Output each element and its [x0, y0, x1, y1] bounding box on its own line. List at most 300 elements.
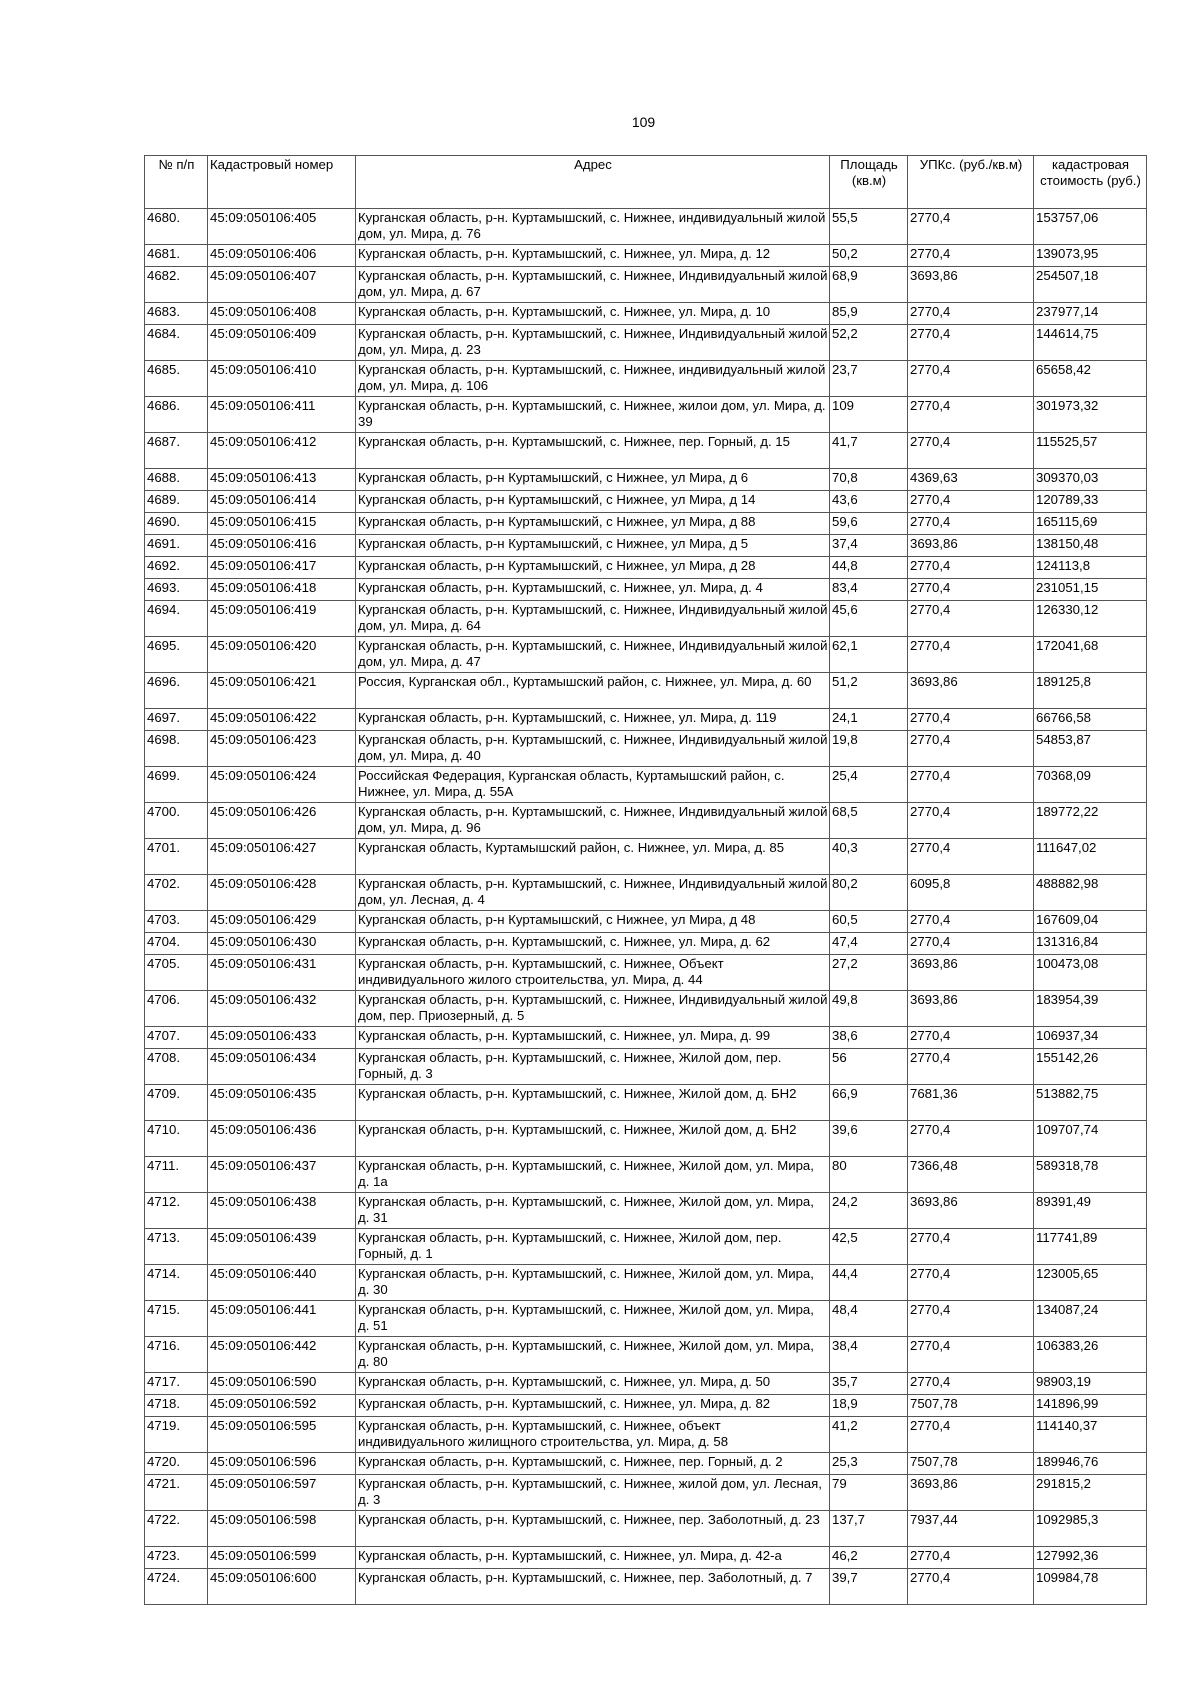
cell-area: 38,4: [830, 1337, 908, 1373]
cell-cadastral-number: 45:09:050106:429: [208, 911, 356, 933]
table-row: [145, 1193, 1147, 1229]
cell-area: 42,5: [830, 1229, 908, 1265]
cell-area: 49,8: [830, 991, 908, 1027]
cell-number: 4684.: [145, 325, 208, 361]
cell-number: 4696.: [145, 673, 208, 709]
cell-cadastral-number: 45:09:050106:411: [208, 397, 356, 433]
cell-number: 4686.: [145, 397, 208, 433]
cell-area: 35,7: [830, 1373, 908, 1395]
cell-address: Курганская область, р-н Куртамышский, с Нижнее, ул Мира, д 5: [356, 535, 830, 557]
table-row: [145, 637, 1147, 673]
cell-cadastral-number: 45:09:050106:592: [208, 1395, 356, 1417]
table-row: [145, 1027, 1147, 1049]
cell-cadastral-number: 45:09:050106:439: [208, 1229, 356, 1265]
cell-upks: 6095,8: [908, 875, 1034, 911]
cell-number: 4680.: [145, 209, 208, 245]
cell-upks: 7507,78: [908, 1395, 1034, 1417]
cell-area: 40,3: [830, 839, 908, 875]
cell-value: 111647,02: [1034, 839, 1147, 875]
cell-cadastral-number: 45:09:050106:421: [208, 673, 356, 709]
cell-value: 488882,98: [1034, 875, 1147, 911]
cell-cadastral-number: 45:09:050106:440: [208, 1265, 356, 1301]
cell-upks: 7937,44: [908, 1511, 1034, 1547]
cadastral-table: [144, 155, 1147, 1605]
header-address: Адрес: [356, 156, 830, 209]
cell-number: 4690.: [145, 513, 208, 535]
cell-area: 44,8: [830, 557, 908, 579]
table-row: [145, 709, 1147, 731]
cell-value: 66766,58: [1034, 709, 1147, 731]
cell-area: 55,5: [830, 209, 908, 245]
cell-address: Курганская область, р-н. Куртамышский, с. Нижнее, Жилой дом, ул. Мира, д. 1а: [356, 1157, 830, 1193]
cell-area: 41,7: [830, 433, 908, 469]
cell-number: 4708.: [145, 1049, 208, 1085]
cell-cadastral-number: 45:09:050106:599: [208, 1547, 356, 1569]
cell-upks: 2770,4: [908, 245, 1034, 267]
cell-value: 1092985,3: [1034, 1511, 1147, 1547]
cell-area: 79: [830, 1475, 908, 1511]
cell-upks: 2770,4: [908, 1373, 1034, 1395]
cell-value: 100473,08: [1034, 955, 1147, 991]
cell-value: 89391,49: [1034, 1193, 1147, 1229]
table-row: [145, 491, 1147, 513]
table-row: [145, 955, 1147, 991]
cell-value: 124113,8: [1034, 557, 1147, 579]
cell-number: 4723.: [145, 1547, 208, 1569]
cell-value: 155142,26: [1034, 1049, 1147, 1085]
cell-value: 54853,87: [1034, 731, 1147, 767]
cell-address: Курганская область, р-н. Куртамышский, с. Нижнее, объект индивидуального жилищного строительства, ул. Мира, д. 58: [356, 1417, 830, 1453]
cell-number: 4718.: [145, 1395, 208, 1417]
cell-cadastral-number: 45:09:050106:422: [208, 709, 356, 731]
cell-value: 139073,95: [1034, 245, 1147, 267]
header-upks: УПКс. (руб./кв.м): [908, 156, 1034, 209]
cell-address: Курганская область, р-н Куртамышский, с Нижнее, ул Мира, д 28: [356, 557, 830, 579]
cell-number: 4722.: [145, 1511, 208, 1547]
table-header-row: [145, 156, 1147, 209]
cell-area: 25,4: [830, 767, 908, 803]
cell-cadastral-number: 45:09:050106:410: [208, 361, 356, 397]
cell-upks: 2770,4: [908, 709, 1034, 731]
cell-number: 4693.: [145, 579, 208, 601]
cell-value: 153757,06: [1034, 209, 1147, 245]
cell-upks: 4369,63: [908, 469, 1034, 491]
header-number: № п/п: [145, 156, 208, 209]
cell-area: 37,4: [830, 535, 908, 557]
table-row: [145, 767, 1147, 803]
cell-cadastral-number: 45:09:050106:438: [208, 1193, 356, 1229]
table-row: [145, 1475, 1147, 1511]
cell-cadastral-number: 45:09:050106:435: [208, 1085, 356, 1121]
cell-value: 231051,15: [1034, 579, 1147, 601]
cell-cadastral-number: 45:09:050106:436: [208, 1121, 356, 1157]
cell-cadastral-number: 45:09:050106:414: [208, 491, 356, 513]
cell-area: 62,1: [830, 637, 908, 673]
cell-upks: 2770,4: [908, 1265, 1034, 1301]
cell-value: 167609,04: [1034, 911, 1147, 933]
table-row: [145, 1121, 1147, 1157]
cell-number: 4692.: [145, 557, 208, 579]
cell-address: Курганская область, р-н. Куртамышский, с. Нижнее, ул. Мира, д. 82: [356, 1395, 830, 1417]
table-row: [145, 325, 1147, 361]
cell-cadastral-number: 45:09:050106:420: [208, 637, 356, 673]
cell-value: 589318,78: [1034, 1157, 1147, 1193]
cell-upks: 2770,4: [908, 1229, 1034, 1265]
cell-number: 4699.: [145, 767, 208, 803]
cell-address: Курганская область, р-н. Куртамышский, с. Нижнее, ул. Мира, д. 42-а: [356, 1547, 830, 1569]
table-row: [145, 1157, 1147, 1193]
cell-number: 4704.: [145, 933, 208, 955]
cell-area: 45,6: [830, 601, 908, 637]
cell-area: 60,5: [830, 911, 908, 933]
table-row: [145, 1417, 1147, 1453]
table-row: [145, 911, 1147, 933]
cell-area: 70,8: [830, 469, 908, 491]
cell-upks: 2770,4: [908, 1547, 1034, 1569]
cell-value: 237977,14: [1034, 303, 1147, 325]
table-row: [145, 557, 1147, 579]
cell-address: Курганская область, р-н. Куртамышский, с. Нижнее, ул. Мира, д. 4: [356, 579, 830, 601]
cell-value: 70368,09: [1034, 767, 1147, 803]
cell-number: 4719.: [145, 1417, 208, 1453]
cell-value: 109707,74: [1034, 1121, 1147, 1157]
cell-cadastral-number: 45:09:050106:597: [208, 1475, 356, 1511]
cell-upks: 7366,48: [908, 1157, 1034, 1193]
table-row: [145, 1453, 1147, 1475]
cell-area: 52,2: [830, 325, 908, 361]
cell-address: Курганская область, Куртамышский район, с. Нижнее, ул. Мира, д. 85: [356, 839, 830, 875]
cell-address: Курганская область, р-н. Куртамышский, с. Нижнее, Жилой дом, ул. Мира, д. 31: [356, 1193, 830, 1229]
cell-cadastral-number: 45:09:050106:432: [208, 991, 356, 1027]
cell-number: 4716.: [145, 1337, 208, 1373]
cell-upks: 3693,86: [908, 991, 1034, 1027]
cell-number: 4720.: [145, 1453, 208, 1475]
cell-number: 4717.: [145, 1373, 208, 1395]
cell-cadastral-number: 45:09:050106:419: [208, 601, 356, 637]
cell-address: Курганская область, р-н. Куртамышский, с. Нижнее, Жилой дом, ул. Мира, д. 80: [356, 1337, 830, 1373]
cell-cadastral-number: 45:09:050106:430: [208, 933, 356, 955]
cell-upks: 2770,4: [908, 839, 1034, 875]
cell-address: Курганская область, р-н Куртамышский, с Нижнее, ул Мира, д 6: [356, 469, 830, 491]
cell-value: 144614,75: [1034, 325, 1147, 361]
table-row: [145, 267, 1147, 303]
cell-cadastral-number: 45:09:050106:413: [208, 469, 356, 491]
cell-upks: 2770,4: [908, 1417, 1034, 1453]
cell-number: 4724.: [145, 1569, 208, 1605]
cell-upks: 2770,4: [908, 209, 1034, 245]
cell-number: 4711.: [145, 1157, 208, 1193]
cell-area: 50,2: [830, 245, 908, 267]
cell-number: 4687.: [145, 433, 208, 469]
cell-upks: 2770,4: [908, 1027, 1034, 1049]
cell-number: 4681.: [145, 245, 208, 267]
cell-area: 68,9: [830, 267, 908, 303]
cell-upks: 2770,4: [908, 911, 1034, 933]
cell-area: 66,9: [830, 1085, 908, 1121]
cell-upks: 3693,86: [908, 535, 1034, 557]
cell-cadastral-number: 45:09:050106:426: [208, 803, 356, 839]
cell-area: 23,7: [830, 361, 908, 397]
cell-number: 4705.: [145, 955, 208, 991]
table-row: [145, 513, 1147, 535]
header-area: Площадь (кв.м): [830, 156, 908, 209]
cell-upks: 2770,4: [908, 767, 1034, 803]
cell-address: Курганская область, р-н. Куртамышский, с. Нижнее, Жилой дом, ул. Мира, д. 30: [356, 1265, 830, 1301]
cell-area: 48,4: [830, 1301, 908, 1337]
cell-value: 98903,19: [1034, 1373, 1147, 1395]
table-row: [145, 1569, 1147, 1605]
cell-upks: 2770,4: [908, 579, 1034, 601]
cell-address: Курганская область, р-н. Куртамышский, с. Нижнее, Индивидуальный жилой дом, пер. Приозерный, д. 5: [356, 991, 830, 1027]
cell-cadastral-number: 45:09:050106:441: [208, 1301, 356, 1337]
cell-area: 39,6: [830, 1121, 908, 1157]
cell-number: 4695.: [145, 637, 208, 673]
table-row: [145, 361, 1147, 397]
cell-number: 4712.: [145, 1193, 208, 1229]
table-row: [145, 731, 1147, 767]
cell-cadastral-number: 45:09:050106:598: [208, 1511, 356, 1547]
cell-value: 189946,76: [1034, 1453, 1147, 1475]
cell-upks: 2770,4: [908, 303, 1034, 325]
cell-number: 4701.: [145, 839, 208, 875]
cell-upks: 7681,36: [908, 1085, 1034, 1121]
cell-number: 4685.: [145, 361, 208, 397]
cell-area: 25,3: [830, 1453, 908, 1475]
cell-number: 4683.: [145, 303, 208, 325]
cell-area: 56: [830, 1049, 908, 1085]
cell-number: 4688.: [145, 469, 208, 491]
cell-cadastral-number: 45:09:050106:408: [208, 303, 356, 325]
cell-upks: 2770,4: [908, 491, 1034, 513]
cell-address: Курганская область, р-н. Куртамышский, с. Нижнее, Жилой дом, пер. Горный, д. 1: [356, 1229, 830, 1265]
cell-address: Курганская область, р-н. Куртамышский, с. Нижнее, Индивидуальный жилой дом, ул. Мира, д. 96: [356, 803, 830, 839]
cell-address: Курганская область, р-н. Куртамышский, с. Нижнее, пер. Заболотный, д. 7: [356, 1569, 830, 1605]
cell-upks: 2770,4: [908, 513, 1034, 535]
cell-value: 120789,33: [1034, 491, 1147, 513]
table-row: [145, 673, 1147, 709]
table-row: [145, 579, 1147, 601]
cell-address: Курганская область, р-н. Куртамышский, с. Нижнее, ул. Мира, д. 12: [356, 245, 830, 267]
cell-area: 19,8: [830, 731, 908, 767]
cell-value: 138150,48: [1034, 535, 1147, 557]
cell-area: 137,7: [830, 1511, 908, 1547]
header-cadastral-number: Кадастровый номер: [208, 156, 356, 209]
cell-cadastral-number: 45:09:050106:442: [208, 1337, 356, 1373]
cell-area: 80: [830, 1157, 908, 1193]
table-row: [145, 1301, 1147, 1337]
table-row: [145, 245, 1147, 267]
cell-address: Курганская область, р-н. Куртамышский, с. Нижнее, ул. Мира, д. 99: [356, 1027, 830, 1049]
cell-address: Курганская область, р-н. Куртамышский, с. Нижнее, ул. Мира, д. 119: [356, 709, 830, 731]
cell-number: 4697.: [145, 709, 208, 731]
cell-value: 513882,75: [1034, 1085, 1147, 1121]
cell-address: Курганская область, р-н. Куртамышский, с. Нижнее, Индивидуальный жилой дом, ул. Мира, д. 40: [356, 731, 830, 767]
page-number: 109: [631, 114, 656, 130]
cell-area: 46,2: [830, 1547, 908, 1569]
cell-address: Курганская область, р-н. Куртамышский, с. Нижнее, ул. Мира, д. 50: [356, 1373, 830, 1395]
cell-address: Курганская область, р-н. Куртамышский, с. Нижнее, Жилой дом, д. БН2: [356, 1121, 830, 1157]
cell-address: Курганская область, р-н. Куртамышский, с. Нижнее, индивидуальный жилой дом, ул. Мира, д. 106: [356, 361, 830, 397]
cell-address: Курганская область, р-н. Куртамышский, с. Нижнее, Индивидуальный жилой дом, ул. Лесная, д. 4: [356, 875, 830, 911]
cell-address: Курганская область, р-н. Куртамышский, с. Нижнее, Индивидуальный жилой дом, ул. Мира, д. 23: [356, 325, 830, 361]
cell-number: 4682.: [145, 267, 208, 303]
cell-number: 4721.: [145, 1475, 208, 1511]
cell-number: 4707.: [145, 1027, 208, 1049]
cell-value: 117741,89: [1034, 1229, 1147, 1265]
cell-upks: 3693,86: [908, 1193, 1034, 1229]
table-row: [145, 991, 1147, 1027]
cell-value: 172041,68: [1034, 637, 1147, 673]
cell-area: 59,6: [830, 513, 908, 535]
cell-address: Курганская область, р-н. Куртамышский, с. Нижнее, ул. Мира, д. 10: [356, 303, 830, 325]
table-row: [145, 433, 1147, 469]
cell-number: 4709.: [145, 1085, 208, 1121]
cell-address: Курганская область, р-н. Куртамышский, с. Нижнее, пер. Заболотный, д. 23: [356, 1511, 830, 1547]
cell-area: 80,2: [830, 875, 908, 911]
cell-cadastral-number: 45:09:050106:416: [208, 535, 356, 557]
cell-upks: 2770,4: [908, 1337, 1034, 1373]
cell-cadastral-number: 45:09:050106:437: [208, 1157, 356, 1193]
cell-number: 4714.: [145, 1265, 208, 1301]
table-row: [145, 601, 1147, 637]
cell-upks: 2770,4: [908, 433, 1034, 469]
cell-number: 4700.: [145, 803, 208, 839]
table-row: [145, 875, 1147, 911]
cell-cadastral-number: 45:09:050106:590: [208, 1373, 356, 1395]
table-row: [145, 1547, 1147, 1569]
cell-cadastral-number: 45:09:050106:407: [208, 267, 356, 303]
cell-cadastral-number: 45:09:050106:423: [208, 731, 356, 767]
cell-upks: 3693,86: [908, 1475, 1034, 1511]
cell-address: Курганская область, р-н. Куртамышский, с. Нижнее, жилои дом, ул. Мира, д. 39: [356, 397, 830, 433]
cell-cadastral-number: 45:09:050106:406: [208, 245, 356, 267]
cell-upks: 2770,4: [908, 1049, 1034, 1085]
cell-cadastral-number: 45:09:050106:600: [208, 1569, 356, 1605]
cell-upks: 2770,4: [908, 637, 1034, 673]
cell-area: 83,4: [830, 579, 908, 601]
cell-address: Курганская область, р-н. Куртамышский, с. Нижнее, Жилой дом, д. БН2: [356, 1085, 830, 1121]
table-row: [145, 1395, 1147, 1417]
cell-address: Российская Федерация, Курганская область, Куртамышский район, с. Нижнее, ул. Мира, д. 55А: [356, 767, 830, 803]
cell-number: 4698.: [145, 731, 208, 767]
cell-cadastral-number: 45:09:050106:428: [208, 875, 356, 911]
cell-area: 44,4: [830, 1265, 908, 1301]
table-row: [145, 803, 1147, 839]
cell-upks: 3693,86: [908, 673, 1034, 709]
cell-cadastral-number: 45:09:050106:418: [208, 579, 356, 601]
cell-upks: 2770,4: [908, 1121, 1034, 1157]
cell-value: 165115,69: [1034, 513, 1147, 535]
table-row: [145, 397, 1147, 433]
cell-cadastral-number: 45:09:050106:433: [208, 1027, 356, 1049]
cell-upks: 2770,4: [908, 1569, 1034, 1605]
cell-value: 109984,78: [1034, 1569, 1147, 1605]
cell-value: 291815,2: [1034, 1475, 1147, 1511]
table-row: [145, 1229, 1147, 1265]
cell-number: 4710.: [145, 1121, 208, 1157]
cell-value: 189772,22: [1034, 803, 1147, 839]
header-cadastral-value: кадастровая стоимость (руб.): [1034, 156, 1147, 209]
cell-value: 126330,12: [1034, 601, 1147, 637]
cell-address: Курганская область, р-н. Куртамышский, с. Нижнее, пер. Горный, д. 15: [356, 433, 830, 469]
table-row: [145, 839, 1147, 875]
cell-area: 38,6: [830, 1027, 908, 1049]
cell-area: 27,2: [830, 955, 908, 991]
cell-cadastral-number: 45:09:050106:424: [208, 767, 356, 803]
cell-cadastral-number: 45:09:050106:409: [208, 325, 356, 361]
cell-value: 134087,24: [1034, 1301, 1147, 1337]
cell-upks: 2770,4: [908, 731, 1034, 767]
cell-address: Курганская область, р-н. Куртамышский, с. Нижнее, ул. Мира, д. 62: [356, 933, 830, 955]
cell-upks: 2770,4: [908, 1301, 1034, 1337]
cell-upks: 2770,4: [908, 361, 1034, 397]
cell-cadastral-number: 45:09:050106:596: [208, 1453, 356, 1475]
cell-area: 41,2: [830, 1417, 908, 1453]
cell-value: 106383,26: [1034, 1337, 1147, 1373]
table-body: [145, 209, 1147, 1605]
cell-area: 85,9: [830, 303, 908, 325]
table-row: [145, 209, 1147, 245]
cell-address: Курганская область, р-н. Куртамышский, с. Нижнее, Индивидуальный жилой дом, ул. Мира, д. 67: [356, 267, 830, 303]
cell-value: 65658,42: [1034, 361, 1147, 397]
cell-number: 4689.: [145, 491, 208, 513]
table-row: [145, 933, 1147, 955]
cell-value: 106937,34: [1034, 1027, 1147, 1049]
cell-area: 24,1: [830, 709, 908, 731]
table-row: [145, 303, 1147, 325]
cell-value: 131316,84: [1034, 933, 1147, 955]
cell-value: 183954,39: [1034, 991, 1147, 1027]
cell-number: 4706.: [145, 991, 208, 1027]
table-row: [145, 469, 1147, 491]
table-row: [145, 1085, 1147, 1121]
cell-cadastral-number: 45:09:050106:412: [208, 433, 356, 469]
cell-number: 4713.: [145, 1229, 208, 1265]
cell-area: 68,5: [830, 803, 908, 839]
cell-upks: 2770,4: [908, 325, 1034, 361]
table-row: [145, 1511, 1147, 1547]
cell-value: 114140,37: [1034, 1417, 1147, 1453]
cell-address: Курганская область, р-н. Куртамышский, с. Нижнее, Жилой дом, пер. Горный, д. 3: [356, 1049, 830, 1085]
cell-value: 309370,03: [1034, 469, 1147, 491]
cell-cadastral-number: 45:09:050106:434: [208, 1049, 356, 1085]
cell-value: 189125,8: [1034, 673, 1147, 709]
cell-upks: 2770,4: [908, 557, 1034, 579]
cell-upks: 2770,4: [908, 601, 1034, 637]
cell-value: 254507,18: [1034, 267, 1147, 303]
cell-value: 115525,57: [1034, 433, 1147, 469]
cell-value: 301973,32: [1034, 397, 1147, 433]
cell-value: 123005,65: [1034, 1265, 1147, 1301]
cell-upks: 2770,4: [908, 803, 1034, 839]
cell-upks: 3693,86: [908, 267, 1034, 303]
table-row: [145, 1337, 1147, 1373]
cell-number: 4715.: [145, 1301, 208, 1337]
cell-address: Курганская область, р-н. Куртамышский, с. Нижнее, Жилой дом, ул. Мира, д. 51: [356, 1301, 830, 1337]
table-row: [145, 1373, 1147, 1395]
cell-address: Россия, Курганская обл., Куртамышский район, с. Нижнее, ул. Мира, д. 60: [356, 673, 830, 709]
cell-upks: 7507,78: [908, 1453, 1034, 1475]
cell-address: Курганская область, р-н Куртамышский, с Нижнее, ул Мира, д 14: [356, 491, 830, 513]
table-row: [145, 535, 1147, 557]
cell-upks: 2770,4: [908, 933, 1034, 955]
cell-address: Курганская область, р-н. Куртамышский, с. Нижнее, пер. Горный, д. 2: [356, 1453, 830, 1475]
cell-address: Курганская область, р-н. Куртамышский, с. Нижнее, индивидуальный жилой дом, ул. Мира, д. 76: [356, 209, 830, 245]
cell-area: 109: [830, 397, 908, 433]
table-row: [145, 1265, 1147, 1301]
table-row: [145, 1049, 1147, 1085]
cell-area: 51,2: [830, 673, 908, 709]
